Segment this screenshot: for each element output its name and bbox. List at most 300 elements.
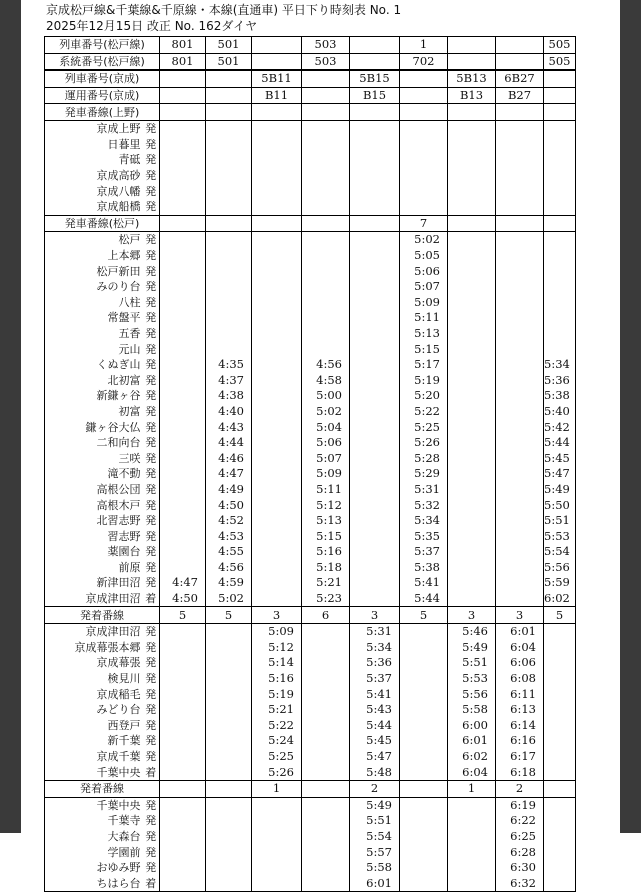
time-cell: [252, 341, 302, 357]
series-number-row-cell: [350, 53, 400, 70]
time-cell: 4:40: [206, 404, 252, 420]
time-cell: 5:49: [350, 797, 400, 813]
arr-dep-type: 発: [143, 450, 160, 466]
arr-dep-type: 発: [143, 829, 160, 845]
time-cell: [160, 279, 206, 295]
station-name: 京成津田沼: [45, 623, 143, 639]
time-cell: 6:08: [496, 671, 544, 687]
time-cell: [160, 388, 206, 404]
operation-number-row-cell: [160, 87, 206, 104]
track-cell: [496, 104, 544, 121]
time-cell: [544, 295, 576, 311]
time-cell: [206, 733, 252, 749]
time-cell: [350, 466, 400, 482]
time-cell: 5:22: [400, 404, 448, 420]
time-cell: [544, 733, 576, 749]
time-cell: [350, 310, 400, 326]
track-row: [45, 607, 576, 624]
train-number-row-cell: 503: [302, 37, 350, 54]
station-row: [45, 575, 576, 591]
time-cell: [302, 168, 350, 184]
time-cell: [400, 875, 448, 891]
time-cell: [302, 152, 350, 168]
time-cell: [496, 263, 544, 279]
time-cell: 6:04: [448, 764, 496, 780]
time-cell: 5:24: [252, 733, 302, 749]
time-cell: 5:40: [544, 404, 576, 420]
series-number-row-cell: 702: [400, 53, 448, 70]
time-cell: [496, 137, 544, 153]
time-cell: [544, 844, 576, 860]
time-cell: [350, 183, 400, 199]
track-cell: 5: [544, 607, 576, 624]
station-name: 鎌ヶ谷大仏: [45, 419, 143, 435]
time-cell: [448, 168, 496, 184]
operation-number-row: [45, 87, 576, 104]
arr-dep-type: 発: [143, 466, 160, 482]
time-cell: [496, 450, 544, 466]
time-cell: 6:06: [496, 655, 544, 671]
station-row: [45, 326, 576, 342]
time-cell: [448, 357, 496, 373]
time-cell: [496, 357, 544, 373]
station-row: [45, 875, 576, 891]
time-cell: [544, 310, 576, 326]
time-cell: [448, 860, 496, 876]
time-cell: [448, 137, 496, 153]
time-cell: 5:46: [448, 623, 496, 639]
time-cell: [448, 560, 496, 576]
time-cell: [496, 248, 544, 264]
track-cell: [206, 104, 252, 121]
station-row: [45, 623, 576, 639]
document-title: [46, 2, 401, 34]
time-cell: [252, 497, 302, 513]
time-cell: [160, 797, 206, 813]
arr-dep-type: 発: [143, 388, 160, 404]
time-cell: [160, 466, 206, 482]
time-cell: [448, 120, 496, 136]
time-cell: [252, 137, 302, 153]
station-name: 千葉中央: [45, 764, 143, 780]
time-cell: [496, 513, 544, 529]
time-cell: [448, 528, 496, 544]
time-cell: 4:56: [302, 357, 350, 373]
track-cell: [206, 780, 252, 797]
station-row: [45, 844, 576, 860]
time-cell: [206, 263, 252, 279]
station-name: 上本郷: [45, 248, 143, 264]
time-cell: [448, 450, 496, 466]
time-cell: [544, 152, 576, 168]
station-name: 京成稲毛: [45, 686, 143, 702]
time-cell: [350, 513, 400, 529]
track-cell: [448, 104, 496, 121]
arr-dep-type: 発: [143, 482, 160, 498]
time-cell: [302, 749, 350, 765]
time-cell: [206, 183, 252, 199]
operation-number-row-cell: B11: [252, 87, 302, 104]
arr-dep-type: 発: [143, 152, 160, 168]
arr-dep-type: 発: [143, 513, 160, 529]
time-cell: [544, 341, 576, 357]
track-cell: [400, 104, 448, 121]
station-row: [45, 310, 576, 326]
arr-dep-type: 着: [143, 764, 160, 780]
time-cell: [496, 310, 544, 326]
time-cell: [160, 199, 206, 215]
time-cell: [400, 623, 448, 639]
time-cell: [448, 419, 496, 435]
time-cell: [160, 513, 206, 529]
arr-dep-type: 発: [143, 310, 160, 326]
time-cell: 5:58: [350, 860, 400, 876]
time-cell: 5:41: [400, 575, 448, 591]
time-cell: 5:47: [350, 749, 400, 765]
time-cell: [350, 120, 400, 136]
station-row: [45, 248, 576, 264]
time-cell: [544, 655, 576, 671]
time-cell: [400, 686, 448, 702]
time-cell: [160, 860, 206, 876]
time-cell: [252, 388, 302, 404]
station-row: [45, 341, 576, 357]
time-cell: [400, 829, 448, 845]
track-cell: [302, 104, 350, 121]
station-name: 西登戸: [45, 718, 143, 734]
time-cell: 5:31: [400, 482, 448, 498]
track-cell: 3: [496, 607, 544, 624]
time-cell: [350, 152, 400, 168]
arr-dep-type: 発: [143, 749, 160, 765]
station-name: くぬぎ山: [45, 357, 143, 373]
track-cell: [350, 215, 400, 232]
station-name: 二和向台: [45, 435, 143, 451]
time-cell: 5:26: [400, 435, 448, 451]
time-cell: 5:12: [302, 497, 350, 513]
time-cell: [496, 183, 544, 199]
time-cell: [302, 183, 350, 199]
time-cell: [544, 797, 576, 813]
arr-dep-type: 発: [143, 686, 160, 702]
time-cell: [400, 718, 448, 734]
time-cell: [206, 813, 252, 829]
time-cell: 5:16: [252, 671, 302, 687]
track-cell: [544, 780, 576, 797]
time-cell: 6:02: [544, 591, 576, 607]
station-row: [45, 419, 576, 435]
track-cell: [496, 215, 544, 232]
time-cell: [350, 560, 400, 576]
time-cell: 5:51: [350, 813, 400, 829]
time-cell: [206, 326, 252, 342]
time-cell: [496, 152, 544, 168]
time-cell: 4:43: [206, 419, 252, 435]
time-cell: [252, 310, 302, 326]
time-cell: [252, 844, 302, 860]
time-cell: [252, 295, 302, 311]
keisei-train-number-row-cell: [206, 70, 252, 87]
arr-dep-type: 発: [143, 813, 160, 829]
track-cell: 1: [252, 780, 302, 797]
time-cell: [350, 341, 400, 357]
time-cell: 5:02: [302, 404, 350, 420]
time-cell: [448, 372, 496, 388]
station-name: 千葉中央: [45, 797, 143, 813]
track-cell: [252, 215, 302, 232]
time-cell: [206, 120, 252, 136]
title-line-2: 2025年12月15日 改正 No. 162ダイヤ: [46, 19, 258, 33]
station-name: 大森台: [45, 829, 143, 845]
time-cell: [160, 232, 206, 248]
time-cell: [350, 279, 400, 295]
time-cell: [350, 168, 400, 184]
time-cell: 5:02: [400, 232, 448, 248]
time-cell: [160, 357, 206, 373]
time-cell: [496, 466, 544, 482]
time-cell: [206, 295, 252, 311]
time-cell: [252, 875, 302, 891]
station-name: 松戸新田: [45, 263, 143, 279]
time-cell: [252, 482, 302, 498]
keisei-train-number-row-cell: 5B11: [252, 70, 302, 87]
time-cell: 5:25: [252, 749, 302, 765]
train-number-row-cell: 505: [544, 37, 576, 54]
time-cell: [544, 686, 576, 702]
time-cell: 4:50: [160, 591, 206, 607]
time-cell: [350, 295, 400, 311]
station-row: [45, 655, 576, 671]
arr-dep-type: 発: [143, 560, 160, 576]
time-cell: [448, 482, 496, 498]
time-cell: 6:19: [496, 797, 544, 813]
time-cell: [496, 528, 544, 544]
time-cell: [350, 528, 400, 544]
time-cell: [302, 279, 350, 295]
time-cell: [496, 404, 544, 420]
time-cell: [252, 199, 302, 215]
time-cell: 5:53: [544, 528, 576, 544]
station-row: [45, 199, 576, 215]
station-name: 高根公団: [45, 482, 143, 498]
time-cell: [496, 199, 544, 215]
time-cell: [252, 860, 302, 876]
time-cell: 5:06: [400, 263, 448, 279]
time-cell: [400, 749, 448, 765]
time-cell: [252, 279, 302, 295]
time-cell: 6:14: [496, 718, 544, 734]
time-cell: [302, 813, 350, 829]
time-cell: [160, 749, 206, 765]
time-cell: [448, 341, 496, 357]
time-cell: [302, 829, 350, 845]
time-cell: 6:25: [496, 829, 544, 845]
time-cell: [252, 466, 302, 482]
time-cell: [544, 120, 576, 136]
time-cell: [496, 295, 544, 311]
time-cell: [302, 860, 350, 876]
time-cell: [206, 152, 252, 168]
time-cell: [160, 419, 206, 435]
time-cell: [252, 797, 302, 813]
time-cell: [252, 575, 302, 591]
right-frame-bar: [620, 0, 641, 833]
time-cell: 5:05: [400, 248, 448, 264]
time-cell: [206, 168, 252, 184]
time-cell: 5:21: [252, 702, 302, 718]
track-cell: 5: [206, 607, 252, 624]
station-row: [45, 733, 576, 749]
time-cell: [302, 875, 350, 891]
arr-dep-type: 発: [143, 718, 160, 734]
arr-dep-type: 発: [143, 640, 160, 656]
station-row: [45, 528, 576, 544]
time-cell: 6:00: [448, 718, 496, 734]
station-name: 新津田沼: [45, 575, 143, 591]
time-cell: 4:38: [206, 388, 252, 404]
track-cell: [160, 104, 206, 121]
station-row: [45, 450, 576, 466]
time-cell: [350, 263, 400, 279]
train-number-row-cell: [496, 37, 544, 54]
time-cell: [252, 120, 302, 136]
arr-dep-type: 発: [143, 702, 160, 718]
time-cell: 6:01: [448, 733, 496, 749]
station-row: [45, 764, 576, 780]
keisei-train-number-row-cell: [400, 70, 448, 87]
track-cell: [302, 215, 350, 232]
track-label: 発車番線(松戸): [45, 215, 160, 232]
time-cell: [252, 232, 302, 248]
track-cell: [400, 780, 448, 797]
track-cell: [448, 215, 496, 232]
time-cell: 5:09: [252, 623, 302, 639]
time-cell: [160, 152, 206, 168]
time-cell: 4:47: [206, 466, 252, 482]
time-cell: 6:02: [448, 749, 496, 765]
time-cell: 5:38: [400, 560, 448, 576]
time-cell: [496, 232, 544, 248]
time-cell: [544, 813, 576, 829]
station-name: 前原: [45, 560, 143, 576]
time-cell: 5:35: [400, 528, 448, 544]
time-cell: 5:13: [400, 326, 448, 342]
time-cell: 5:49: [544, 482, 576, 498]
time-cell: [350, 404, 400, 420]
time-cell: [448, 199, 496, 215]
time-cell: [160, 372, 206, 388]
time-cell: [302, 341, 350, 357]
time-cell: [160, 733, 206, 749]
time-cell: [160, 875, 206, 891]
time-cell: [496, 575, 544, 591]
arr-dep-type: 着: [143, 591, 160, 607]
time-cell: 5:36: [350, 655, 400, 671]
time-cell: 5:51: [544, 513, 576, 529]
keisei-train-number-row-cell: [302, 70, 350, 87]
time-cell: [302, 326, 350, 342]
time-cell: [302, 310, 350, 326]
time-cell: [252, 372, 302, 388]
time-cell: [206, 623, 252, 639]
time-cell: 5:58: [448, 702, 496, 718]
train-number-row-cell: [350, 37, 400, 54]
operation-number-row-cell: [206, 87, 252, 104]
time-cell: [160, 829, 206, 845]
time-cell: [302, 640, 350, 656]
time-cell: 5:07: [400, 279, 448, 295]
time-cell: [160, 183, 206, 199]
time-cell: [496, 591, 544, 607]
time-cell: [252, 829, 302, 845]
time-cell: [496, 372, 544, 388]
time-cell: 5:13: [302, 513, 350, 529]
operation-number-row-cell: [400, 87, 448, 104]
station-row: [45, 497, 576, 513]
keisei-train-number-row-label: 列車番号(京成): [45, 70, 160, 87]
time-cell: [160, 450, 206, 466]
station-row: [45, 560, 576, 576]
station-name: 京成上野: [45, 120, 143, 136]
series-number-row-cell: [448, 53, 496, 70]
station-name: 京成千葉: [45, 749, 143, 765]
arr-dep-type: 発: [143, 120, 160, 136]
time-cell: [160, 310, 206, 326]
time-cell: [496, 120, 544, 136]
time-cell: 5:41: [350, 686, 400, 702]
time-cell: [206, 749, 252, 765]
time-cell: [206, 341, 252, 357]
station-row: [45, 671, 576, 687]
time-cell: [400, 120, 448, 136]
time-cell: [206, 640, 252, 656]
station-row: [45, 482, 576, 498]
time-cell: [400, 764, 448, 780]
time-cell: [302, 295, 350, 311]
time-cell: 4:52: [206, 513, 252, 529]
station-name: みどり台: [45, 702, 143, 718]
station-row: [45, 718, 576, 734]
time-cell: 5:48: [350, 764, 400, 780]
time-cell: [252, 528, 302, 544]
track-cell: 7: [400, 215, 448, 232]
time-cell: [206, 248, 252, 264]
time-cell: 5:06: [302, 435, 350, 451]
keisei-train-number-row: [45, 70, 576, 87]
station-row: [45, 279, 576, 295]
time-cell: [400, 813, 448, 829]
time-cell: [302, 764, 350, 780]
time-cell: [206, 686, 252, 702]
time-cell: [400, 137, 448, 153]
station-name: 京成幕張: [45, 655, 143, 671]
time-cell: [448, 575, 496, 591]
time-cell: 4:37: [206, 372, 252, 388]
track-cell: 3: [448, 607, 496, 624]
time-cell: 5:14: [252, 655, 302, 671]
time-cell: 5:17: [400, 357, 448, 373]
station-row: [45, 513, 576, 529]
time-cell: 5:25: [400, 419, 448, 435]
time-cell: 5:15: [302, 528, 350, 544]
series-number-row-cell: [496, 53, 544, 70]
time-cell: 5:42: [544, 419, 576, 435]
time-cell: [252, 435, 302, 451]
time-cell: [544, 860, 576, 876]
time-cell: [206, 860, 252, 876]
time-cell: [350, 388, 400, 404]
station-row: [45, 860, 576, 876]
